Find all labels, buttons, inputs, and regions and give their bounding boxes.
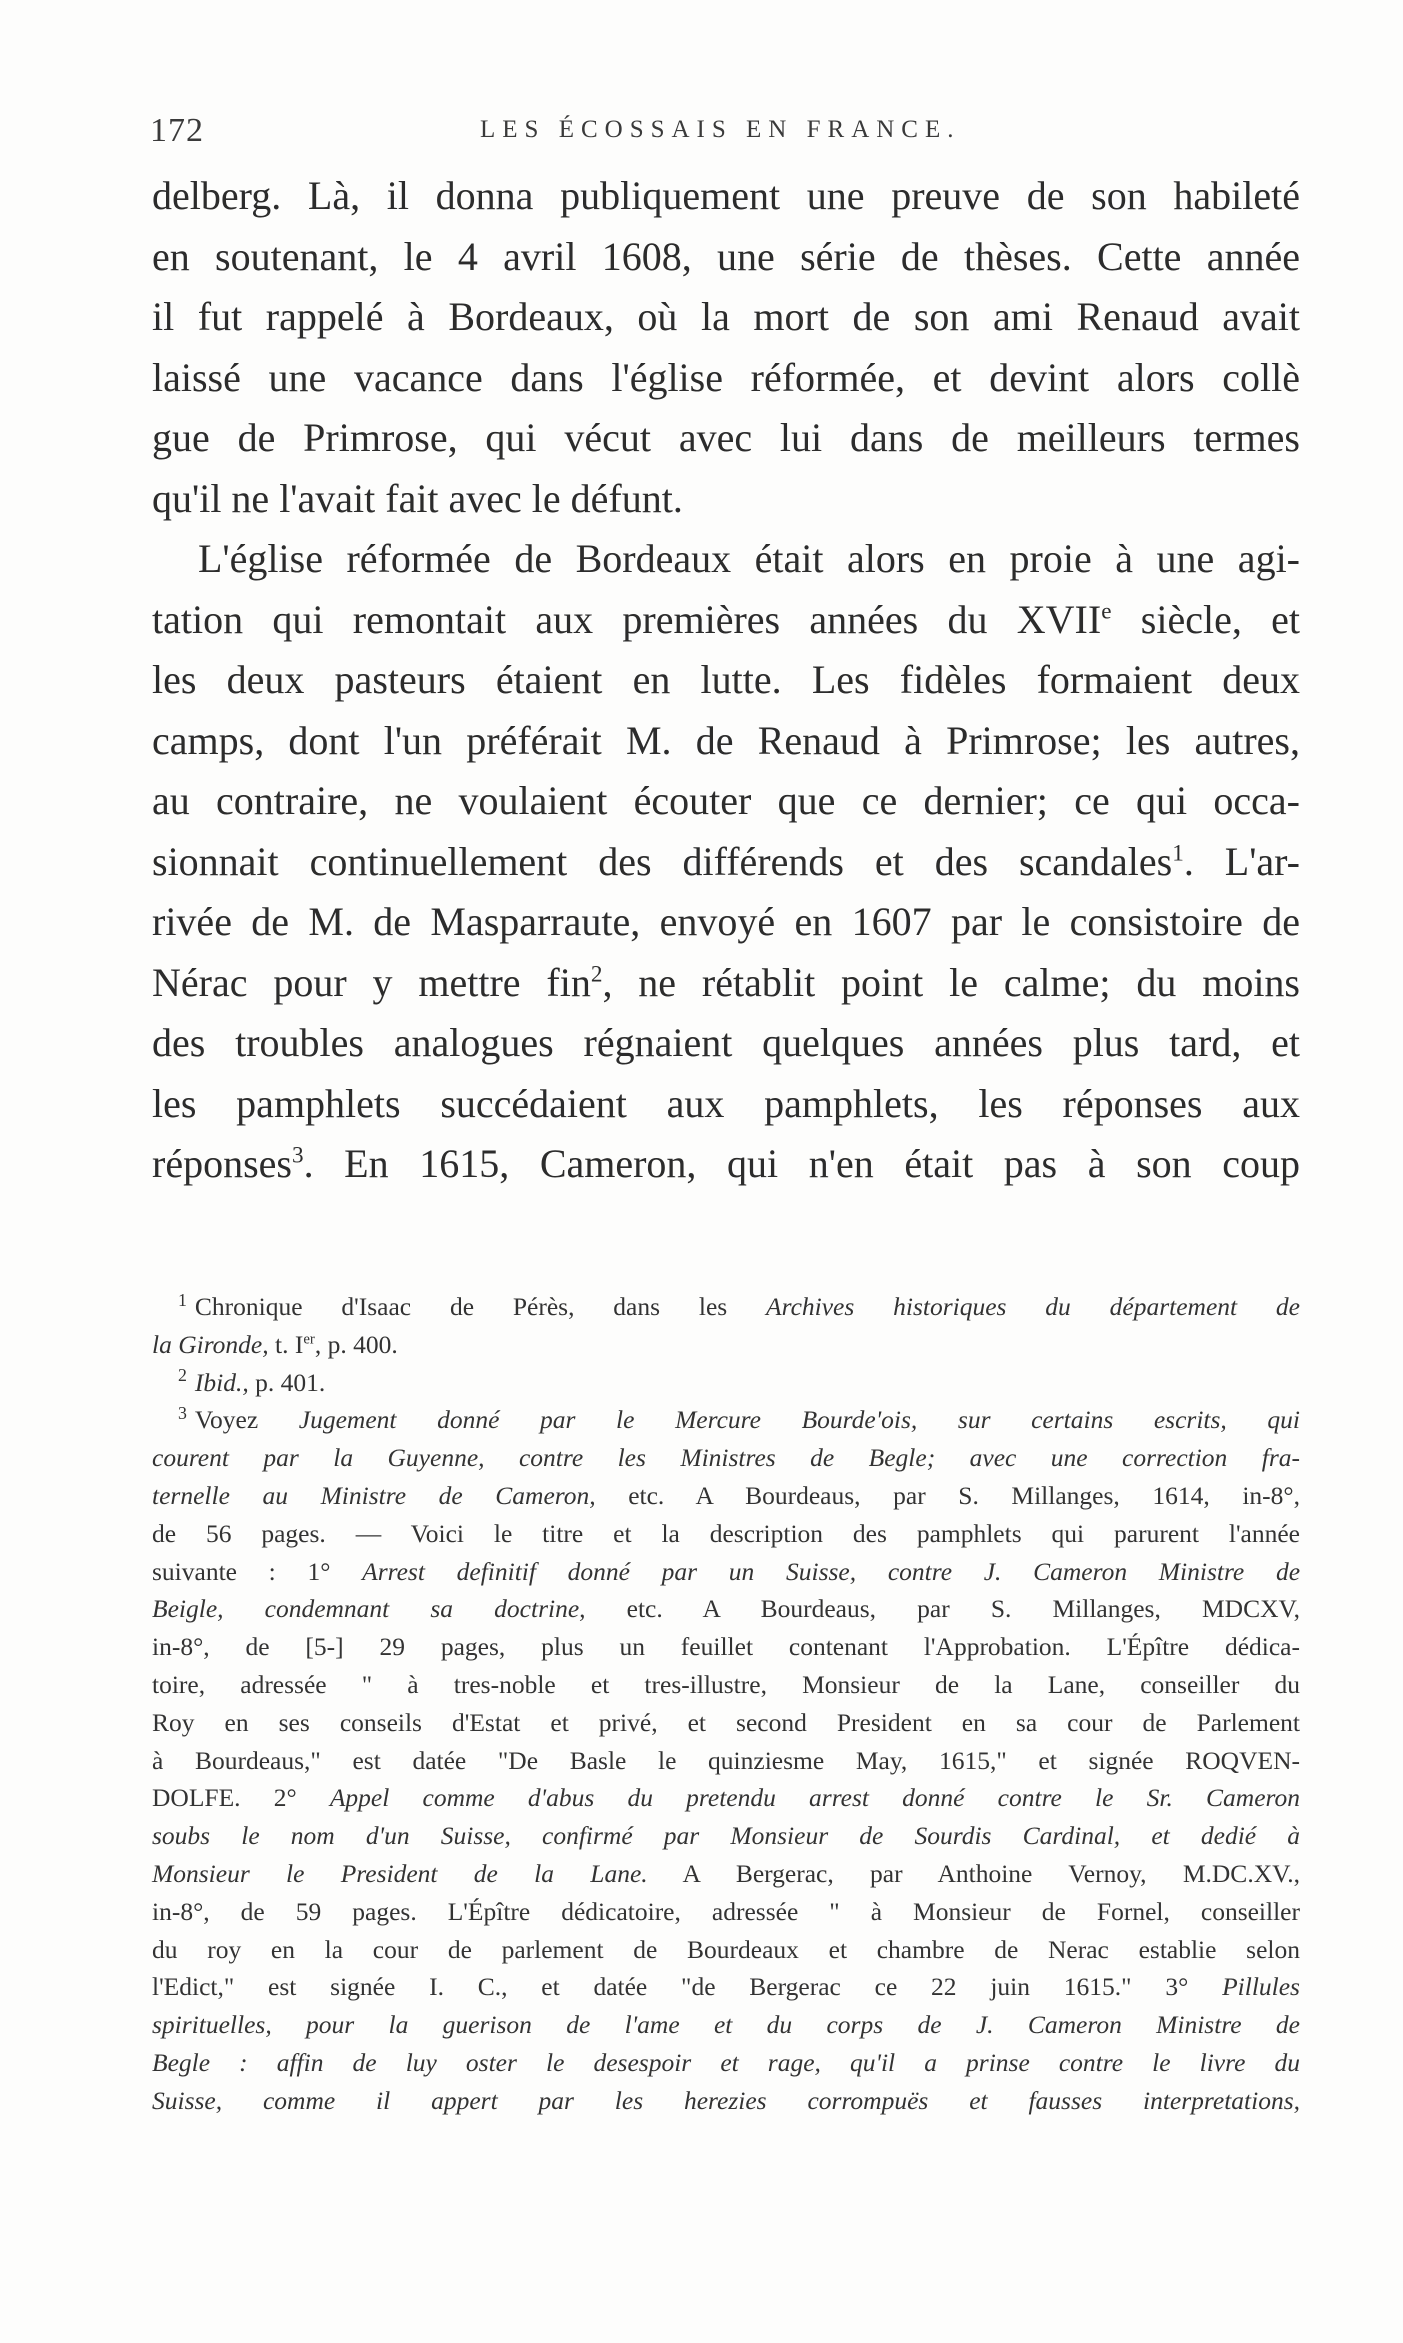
footnote-text: A Bergerac, par Anthoine Vernoy, M.DC.XV.,: [647, 1858, 1300, 1888]
text-fragment: , ne rétablit point le calme; du moins: [602, 959, 1300, 1005]
footnote-ref-2[interactable]: 2: [590, 961, 603, 988]
footnote-italic: Archives historiques du département de: [766, 1292, 1300, 1321]
footnote-line: à Bourdeaus," est datée "De Basle le quinziesme May, 1615," et signée ROQVEN-: [152, 1745, 1300, 1775]
footnote-line: du roy en la cour de parlement de Bourdeaux et chambre de Nerac establie selon: [152, 1934, 1300, 1964]
text-line: camps, dont l'un préférait M. de Renaud à Primrose; les autres,: [152, 717, 1300, 763]
footnote-line: [152, 1477, 1300, 1515]
page-number: 172: [150, 112, 204, 149]
text-line: les pamphlets succédaient aux pamphlets, les réponses aux: [152, 1080, 1300, 1126]
footnote-line: [152, 2044, 1300, 2082]
footnote-italic: Begle : affin de luy oster le desespoir et rage, qu'il a prinse contre le livre du: [152, 2047, 1300, 2077]
footnote-italic: Appel comme d'abus du pretendu arrest donné contre le Sr. Cameron: [329, 1783, 1301, 1813]
text-fragment: tation qui remontait aux premières années du XVII: [152, 596, 1102, 642]
footnote-italic: Jugement donné par le Mercure Bourde'ois, sur certains escrits, qui: [298, 1405, 1300, 1435]
footnote-italic: Monsieur le President de la Lane.: [152, 1858, 648, 1888]
footnote-line: Roy en ses conseils d'Estat et privé, et second President en sa cour de Parlement: [152, 1707, 1300, 1737]
footnote-line: [152, 1401, 1300, 1439]
text-fragment: réponses: [152, 1141, 292, 1186]
footnote-ref-3[interactable]: 3: [291, 1142, 304, 1169]
running-head: [150, 112, 1290, 152]
footnote-italic: courent par la Guyenne, contre les Ministres de Begle; avec une correction fra-: [152, 1443, 1300, 1473]
footnote-italic: Beigle, condemnant sa doctrine,: [152, 1594, 586, 1624]
footnote-line: [152, 1288, 1300, 1326]
footnote-italic: Suisse, comme il appert par les herezies corrompuës et fausses interpretations,: [152, 2085, 1300, 2115]
text-line: [152, 590, 1300, 651]
footnote-mark: 1: [178, 1289, 187, 1310]
footnote-line: toire, adressée " à tres-noble et tres-illustre, Monsieur de la Lane, conseiller du: [152, 1669, 1300, 1699]
text-fragment: siècle, et: [1140, 596, 1301, 642]
footnote-italic: soubs le nom d'un Suisse, confirmé par Monsieur de Sourdis Cardinal, et dedié à: [152, 1821, 1300, 1851]
main-text: [152, 166, 1300, 1195]
footnote-text: DOLFE. 2°: [152, 1783, 330, 1813]
footnote-text: etc. A Bourdeaus, par S. Millanges, MDCXV,: [585, 1594, 1300, 1624]
text-line: au contraire, ne voulaient écouter que ce dernier; ce qui occa-: [152, 778, 1300, 823]
footnote-text: etc. A Bourdeaus, par S. Millanges, 1614, in-8°,: [595, 1480, 1300, 1510]
footnote-line: in-8°, de [5-] 29 pages, plus un feuillet contenant l'Approbation. L'Épître dédica-: [152, 1632, 1300, 1662]
footnote-line: [152, 1439, 1300, 1477]
footnote-mark: 2: [178, 1365, 187, 1386]
footnote-line: [152, 1553, 1300, 1591]
footnote-italic: ternelle au Ministre de Cameron,: [152, 1480, 596, 1510]
text-fragment: Nérac pour y mettre fin: [152, 959, 591, 1005]
text-line: en soutenant, le 4 avril 1608, une série de thèses. Cette année: [152, 233, 1300, 279]
text-line: les deux pasteurs étaient en lutte. Les fidèles formaient deux: [152, 657, 1300, 702]
footnote-line: [152, 2082, 1300, 2120]
footnote-text: t. I: [268, 1329, 304, 1359]
footnote-line: [152, 2006, 1300, 2044]
footnote-text: p. 401.: [248, 1367, 326, 1397]
footnote-line: [152, 1590, 1300, 1628]
text-line: des troubles analogues régnaient quelques années plus tard, et: [152, 1020, 1300, 1065]
footnote-italic: Arrest definitif donné par un Suisse, contre J. Cameron Ministre de: [362, 1556, 1301, 1586]
text-fragment: . En 1615, Cameron, qui n'en était pas à son coup: [303, 1141, 1300, 1186]
footnote-text: , p. 400.: [314, 1329, 398, 1359]
footnote-line: [152, 1326, 1300, 1364]
footnote-line: [152, 1364, 1300, 1402]
footnote-mark: 3: [178, 1402, 187, 1423]
footnote-italic: spirituelles, pour la guerison de l'ame et du corps de J. Cameron Ministre de: [152, 2010, 1300, 2040]
footnote-line: de 56 pages. — Voici le titre et la description des pamphlets qui parurent l'année: [152, 1518, 1300, 1548]
text-fragment: . L'ar-: [1183, 838, 1300, 884]
text-line: [152, 832, 1300, 893]
footnote-italic: Pillules: [1222, 1972, 1300, 2002]
footnote-text: l'Edict," est signée I. C., et datée "de Bergerac ce 22 juin 1615." 3°: [152, 1972, 1223, 2002]
footnote-superscript: er: [303, 1331, 315, 1348]
text-line: delberg. Là, il donna publiquement une preuve de son habileté: [152, 173, 1300, 218]
text-line: L'église réformée de Bordeaux était alors en proie à une agi-: [198, 536, 1300, 581]
text-line: laissé une vacance dans l'église réformée, et devint alors collè: [152, 354, 1300, 400]
footnote-line: in-8°, de 59 pages. L'Épître dédicatoire, adressée " à Monsieur de Fornel, conseiller: [152, 1896, 1300, 1926]
footnotes: [152, 1288, 1300, 2120]
footnote-text: Chronique d'Isaac de Pérès, dans les: [194, 1292, 767, 1321]
footnote-italic: la Gironde,: [152, 1329, 269, 1359]
footnote-line: [152, 1779, 1300, 1817]
footnote-line: [152, 1855, 1300, 1893]
running-title: LES ÉCOSSAIS EN FRANCE.: [480, 116, 961, 143]
footnote-line: [152, 1817, 1300, 1855]
text-line: il fut rappelé à Bordeaux, où la mort de son ami Renaud avait: [152, 294, 1300, 339]
footnote-line: [152, 1968, 1300, 2006]
text-fragment: sionnait continuellement des différends et des scandales: [152, 838, 1173, 884]
footnote-text: suivante : 1°: [152, 1556, 363, 1586]
text-line: qu'il ne l'avait fait avec le défunt.: [152, 475, 683, 521]
text-line: gue de Primrose, qui vécut avec lui dans de meilleurs termes: [152, 415, 1300, 460]
footnote-text: Voyez: [194, 1405, 299, 1435]
century-superscript: e: [1101, 598, 1112, 625]
text-line: [152, 1134, 1300, 1195]
text-line: rivée de M. de Masparraute, envoyé en 1607 par le consistoire de: [152, 899, 1300, 944]
footnote-italic: Ibid.,: [194, 1367, 249, 1397]
footnote-ref-1[interactable]: 1: [1172, 840, 1184, 867]
text-line: [152, 953, 1300, 1014]
